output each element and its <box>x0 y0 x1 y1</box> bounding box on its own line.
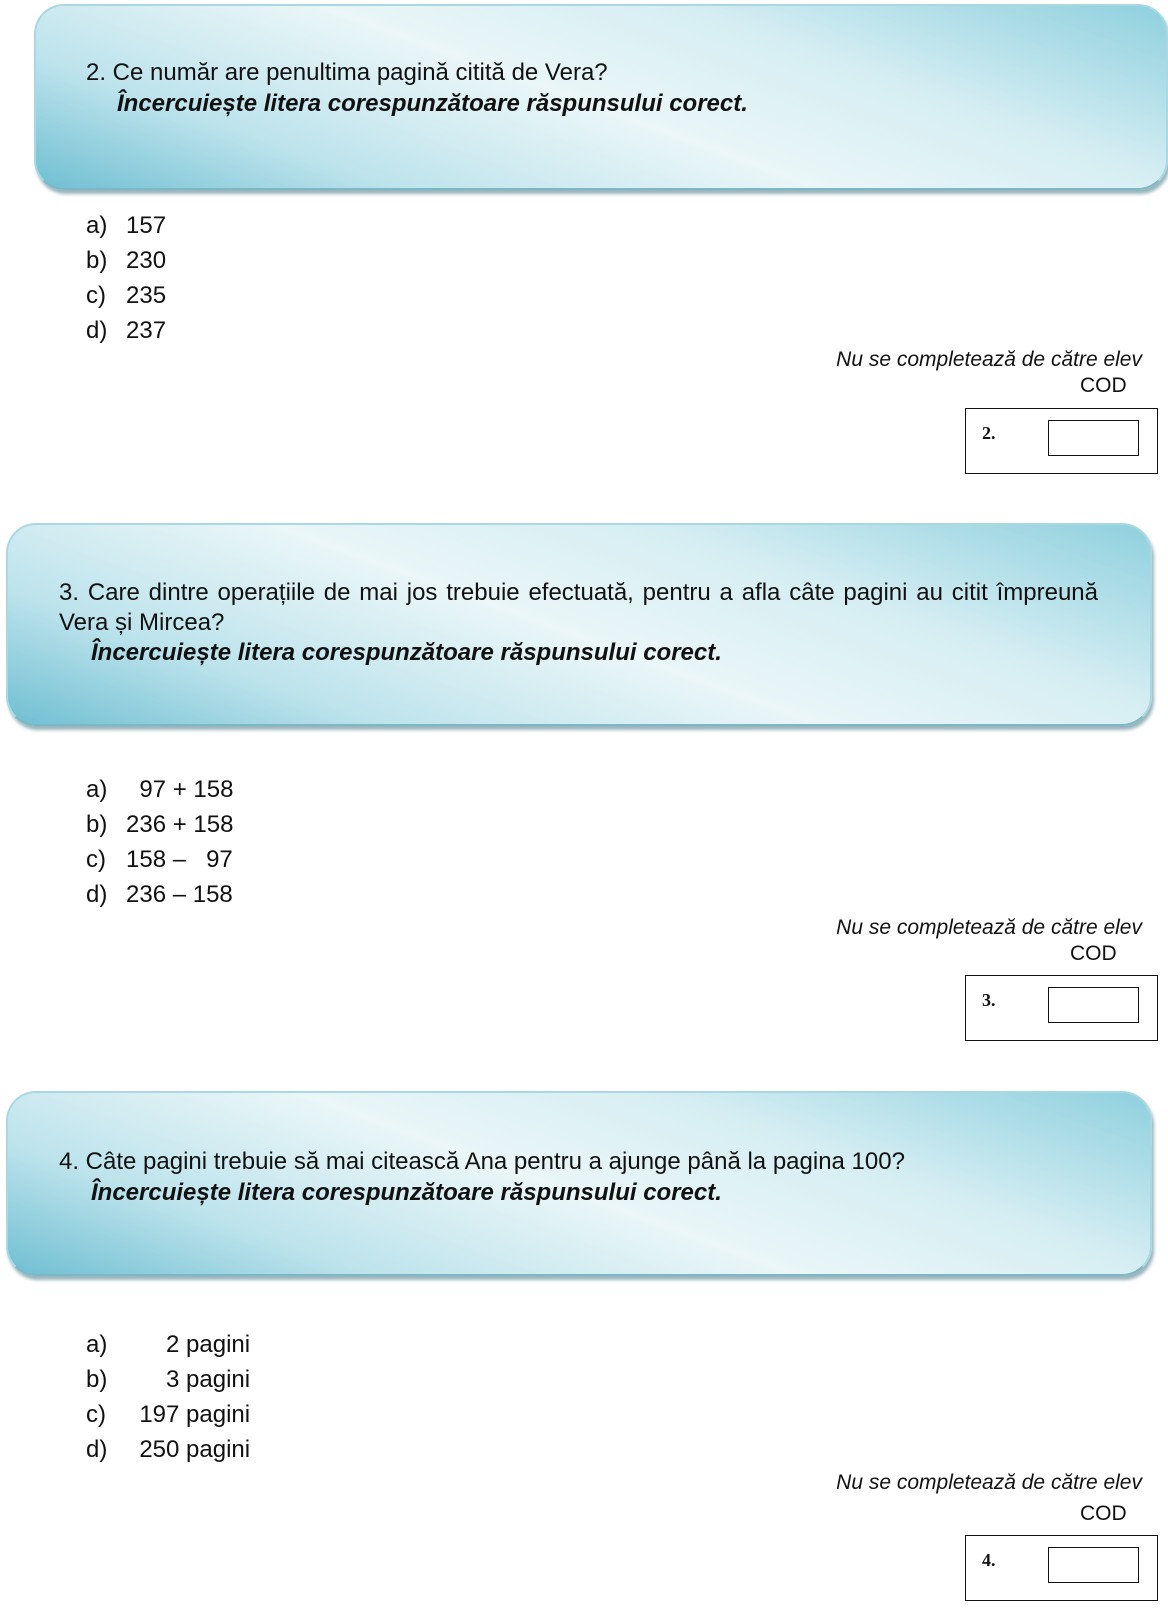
question-2-note: Nu se completează de către elev <box>836 348 1142 371</box>
question-2-cod-label: COD <box>1080 374 1127 397</box>
question-2-instruction: Încercuiește litera corespunzătoare răspunsului corect. <box>117 90 748 117</box>
question-4-options <box>86 1327 250 1467</box>
option-b[interactable]: b) 236 + 158 <box>86 811 234 838</box>
option-a[interactable]: a) 2 pagini <box>86 1331 251 1358</box>
question-4-code-number: 4. <box>982 1550 996 1570</box>
option-a[interactable]: a) 97 + 158 <box>86 776 234 803</box>
question-3-code-box <box>965 975 1158 1041</box>
question-4-code-field[interactable] <box>1048 1547 1139 1583</box>
option-a[interactable]: a) 157 <box>86 212 167 239</box>
question-2-text: 2. Ce număr are penultima pagină citită de Vera? <box>86 59 608 86</box>
option-d[interactable]: d) 237 <box>86 317 167 344</box>
question-3-instruction: Încercuiește litera corespunzătoare răspunsului corect. <box>91 639 722 666</box>
question-3-text: 3. Care dintre operațiile de mai jos trebuie efectuată, pentru a afla câte pagini au citit împreună Vera și Mircea? <box>59 579 1098 636</box>
question-4-note: Nu se completează de către elev <box>836 1471 1142 1494</box>
question-3-cod-label: COD <box>1070 942 1117 965</box>
option-b[interactable]: b) 3 pagini <box>86 1366 251 1393</box>
option-d[interactable]: d) 250 pagini <box>86 1436 251 1463</box>
option-c[interactable]: c) 158 – 97 <box>86 846 233 873</box>
question-3-note: Nu se completează de către elev <box>836 916 1142 939</box>
question-2-code-field[interactable] <box>1048 420 1139 456</box>
question-2-code-box <box>965 408 1158 474</box>
option-b[interactable]: b) 230 <box>86 247 167 274</box>
option-c[interactable]: c) 197 pagini <box>86 1401 251 1428</box>
question-3-code-field[interactable] <box>1048 987 1139 1023</box>
option-d[interactable]: d) 236 – 158 <box>86 881 233 908</box>
option-c[interactable]: c) 235 <box>86 282 167 309</box>
question-4-cod-label: COD <box>1080 1502 1127 1525</box>
question-3-code-number: 3. <box>982 990 996 1010</box>
question-2-options <box>86 208 166 348</box>
question-4-text: 4. Câte pagini trebuie să mai citească Ana pentru a ajunge până la pagina 100? <box>59 1148 905 1175</box>
question-3-options <box>86 772 233 912</box>
question-2-code-number: 2. <box>982 423 996 443</box>
question-4-code-box <box>965 1535 1158 1601</box>
question-4-instruction: Încercuiește litera corespunzătoare răspunsului corect. <box>91 1179 722 1206</box>
